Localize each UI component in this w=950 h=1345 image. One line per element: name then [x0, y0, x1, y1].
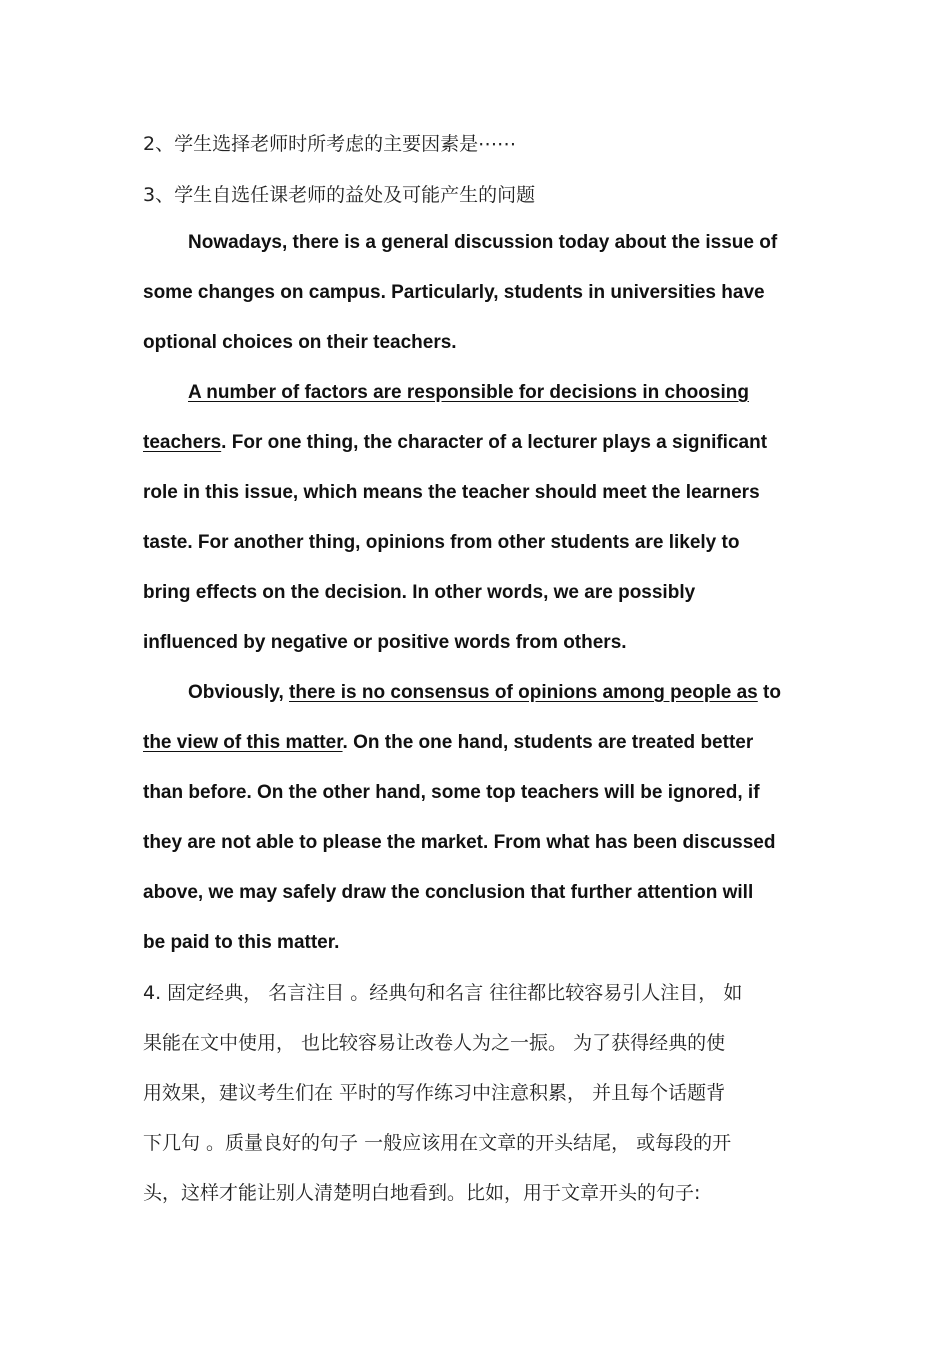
paragraph-4-line-4: 下几句 。质量良好的句子 一般应该用在文章的开头结尾， 或每段的开: [143, 1132, 732, 1154]
paragraph-1-line-3: optional choices on their teachers.: [143, 332, 457, 353]
paragraph-4-line-1: 4. 固定经典， 名言注目 。经典句和名言 往往都比较容易引人注目， 如: [143, 982, 743, 1004]
paragraph-2-line-1: A number of factors are responsible for decisions in choosing: [188, 382, 749, 403]
line-text: . For one thing, the character of a lecturer plays a significant: [221, 432, 768, 453]
paragraph-3-line-6: be paid to this matter.: [143, 932, 340, 953]
paragraph-1-line-1: Nowadays, there is a general discussion today about the issue of: [188, 232, 778, 253]
line-text: to: [757, 682, 781, 703]
paragraph-2-line-6: influenced by negative or positive words from others.: [143, 632, 627, 653]
paragraph-1-line-2: some changes on campus. Particularly, students in universities have: [143, 282, 765, 303]
paragraph-3-line-4: they are not able to please the market. From what has been discussed: [143, 832, 776, 853]
paragraph-3-line-1: [188, 682, 781, 704]
line-text: . On the one hand, students are treated better: [342, 732, 754, 753]
line-text: Obviously,: [188, 682, 290, 703]
paragraph-3-line-3: than before. On the other hand, some top teachers will be ignored, if: [143, 782, 760, 803]
underlined-phrase: the view of this matter: [143, 732, 343, 753]
paragraph-3-line-2: [143, 732, 753, 754]
paragraph-2-line-4: taste. For another thing, opinions from other students are likely to: [143, 532, 740, 553]
paragraph-4-line-3: 用效果，建议考生们在 平时的写作练习中注意积累， 并且每个话题背: [143, 1082, 726, 1104]
paragraph-4-line-5: 头，这样才能让别人清楚明白地看到。比如，用于文章开头的句子:: [143, 1182, 701, 1204]
paragraph-2-line-3: role in this issue, which means the teacher should meet the learners: [143, 482, 760, 503]
paragraph-3-line-5: above, we may safely draw the conclusion that further attention will: [143, 882, 754, 903]
paragraph-4-line-2: 果能在文中使用， 也比较容易让改卷人为之一振。 为了获得经典的使: [143, 1032, 726, 1054]
list-item-2: 2、学生选择老师时所考虑的主要因素是⋯⋯: [143, 133, 517, 155]
underlined-phrase: teachers: [143, 432, 222, 453]
list-item-3: 3、学生自选任课老师的益处及可能产生的问题: [143, 184, 536, 206]
paragraph-2-line-5: bring effects on the decision. In other words, we are possibly: [143, 582, 696, 603]
underlined-phrase: there is no consensus of opinions among people as: [289, 682, 758, 703]
paragraph-2-line-2: [143, 432, 767, 454]
